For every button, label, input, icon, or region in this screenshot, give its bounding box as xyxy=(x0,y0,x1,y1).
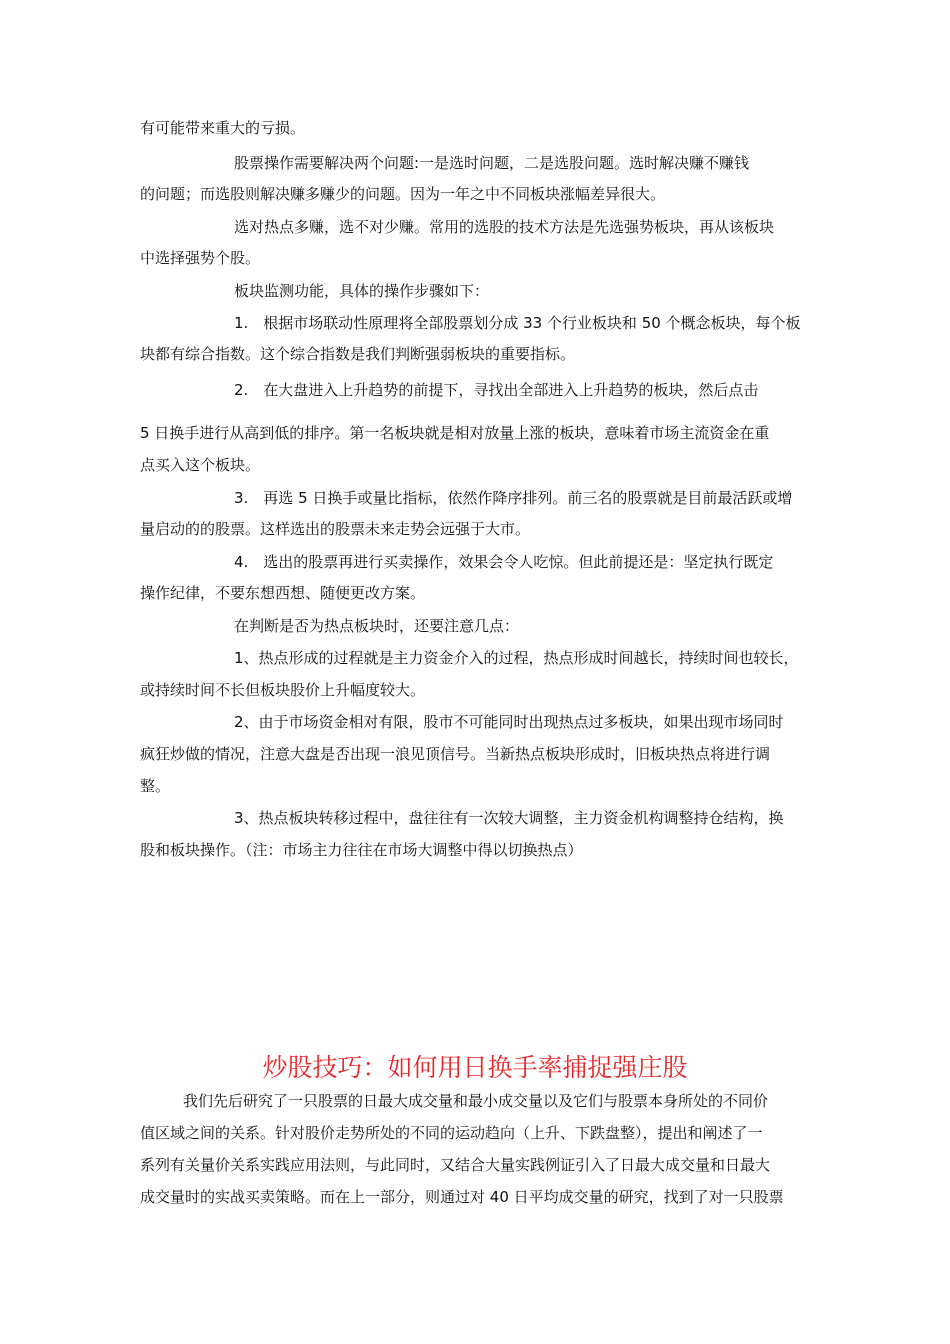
paragraph-line: 选对热点多赚，选不对少赚。常用的选股的技术方法是先选强势板块，再从该板块 xyxy=(234,218,775,236)
paragraph-line: 成交量时的实战买卖策略。而在上一部分，则通过对 40 日平均成交量的研究，找到了对一只股票 xyxy=(140,1188,784,1206)
list-item-line: 量启动的的股票。这样选出的股票未来走势会远强于大市。 xyxy=(140,520,531,538)
paragraph-line: 中选择强势个股。 xyxy=(140,249,261,267)
paragraph-line: 我们先后研究了一只股票的日最大成交量和最小成交量以及它们与股票本身所处的不同价 xyxy=(183,1092,769,1110)
list-item-line: 2. 在大盘进入上升趋势的前提下，寻找出全部进入上升趋势的板块，然后点击 xyxy=(234,381,759,399)
list-item-line: 块都有综合指数。这个综合指数是我们判断强弱板块的重要指标。 xyxy=(140,345,576,363)
paragraph-line: 在判断是否为热点板块时，还要注意几点： xyxy=(234,617,520,635)
section-title: 炒股技巧：如何用日换手率捕捉强庄股 xyxy=(262,1053,688,1082)
list-item-line: 操作纪律，不要东想西想、随便更改方案。 xyxy=(140,584,426,602)
paragraph-line: 有可能带来重大的亏损。 xyxy=(140,119,306,137)
paragraph-line: 2、由于市场资金相对有限，股市不可能同时出现热点过多板块，如果出现市场同时 xyxy=(234,713,784,731)
paragraph-line: 值区域之间的关系。针对股价走势所处的不同的运动趋向（上升、下跌盘整），提出和阐述了一 xyxy=(140,1124,763,1142)
paragraph-line: 1、热点形成的过程就是主力资金介入的过程，热点形成时间越长，持续时间也较长， xyxy=(234,649,799,667)
list-item-line: 1. 根据市场联动性原理将全部股票划分成 33 个行业板块和 50 个概念板块，每个板 xyxy=(234,314,801,332)
list-item-line: 3. 再选 5 日换手或量比指标，依然作降序排列。前三名的股票就是目前最活跃或增 xyxy=(234,489,793,507)
paragraph-line: 疯狂炒做的情况，注意大盘是否出现一浪见顶信号。当新热点板块形成时，旧板块热点将进行调 xyxy=(140,745,771,763)
paragraph-line: 股和板块操作。（注：市场主力往往在市场大调整中得以切换热点） xyxy=(140,841,583,859)
paragraph-line: 的问题；而选股则解决赚多赚少的问题。因为一年之中不同板块涨幅差异很大。 xyxy=(140,185,666,203)
list-item-line: 4. 选出的股票再进行买卖操作，效果会令人吃惊。但此前提还是：坚定执行既定 xyxy=(234,553,774,571)
list-item-line: 点买入这个板块。 xyxy=(140,456,261,474)
paragraph-line: 整。 xyxy=(140,777,171,795)
paragraph-line: 3、热点板块转移过程中，盘往往有一次较大调整，主力资金机构调整持仓结构，换 xyxy=(234,809,784,827)
list-item-line: 5 日换手进行从高到低的排序。第一名板块就是相对放量上涨的板块，意味着市场主流资金在重 xyxy=(140,424,770,442)
paragraph-line: 板块监测功能，具体的操作步骤如下： xyxy=(234,282,490,300)
paragraph-line: 股票操作需要解决两个问题:一是选时问题，二是选股问题。选时解决赚不赚钱 xyxy=(234,154,750,172)
paragraph-line: 或持续时间不长但板块股价上升幅度较大。 xyxy=(140,681,426,699)
paragraph-line: 系列有关量价关系实践应用法则，与此同时，又结合大量实践例证引入了日最大成交量和日最大 xyxy=(140,1156,771,1174)
